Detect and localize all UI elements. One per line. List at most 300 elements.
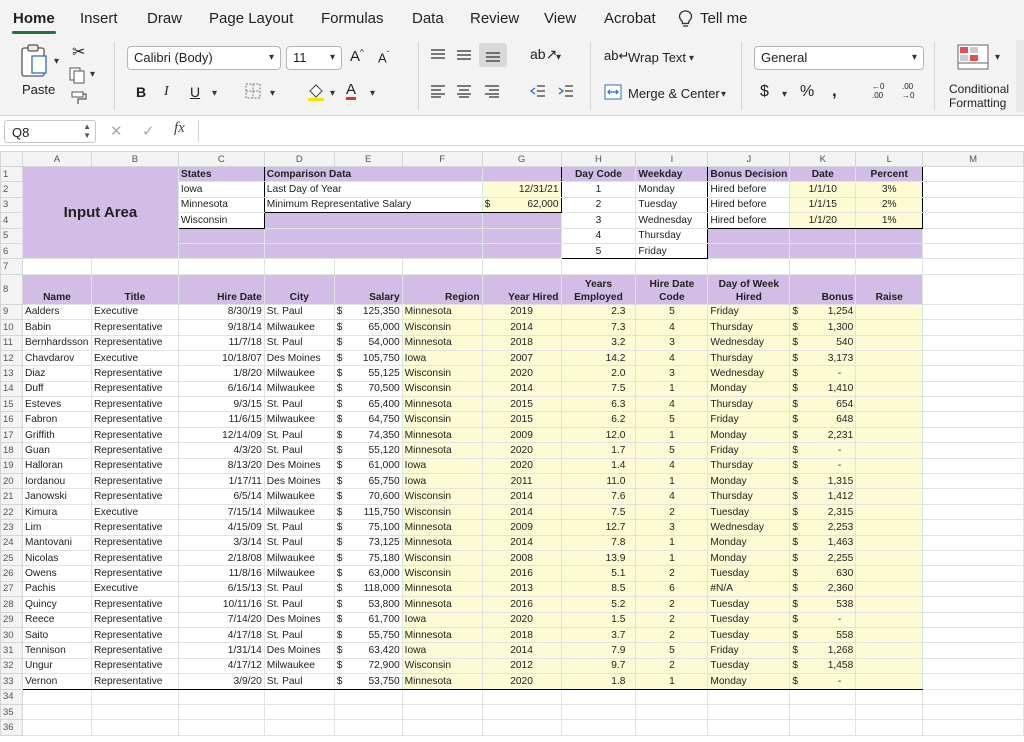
row-header[interactable]: 9 <box>1 304 23 319</box>
cell[interactable] <box>790 704 856 719</box>
row-header[interactable]: 22 <box>1 504 23 519</box>
year-hired[interactable]: 2016 <box>482 597 561 612</box>
state-item[interactable]: Iowa <box>178 182 264 197</box>
increase-indent-icon[interactable] <box>558 84 574 101</box>
cell[interactable] <box>923 304 1024 319</box>
cell[interactable] <box>923 320 1024 335</box>
comparison-value[interactable]: 12/31/21 <box>482 182 561 197</box>
employee-title[interactable]: Representative <box>91 643 178 658</box>
hire-date[interactable]: 9/18/14 <box>178 320 264 335</box>
hire-date-code[interactable]: 6 <box>636 581 708 596</box>
employee-title[interactable]: Representative <box>91 489 178 504</box>
bold-button-icon[interactable]: B <box>136 84 147 100</box>
cell[interactable] <box>923 643 1024 658</box>
column-header-g[interactable]: G <box>482 152 561 167</box>
hire-date[interactable]: 6/5/14 <box>178 489 264 504</box>
cell[interactable] <box>923 489 1024 504</box>
year-hired[interactable]: 2014 <box>482 504 561 519</box>
bonus-percent[interactable]: 2% <box>856 197 923 212</box>
year-hired[interactable]: 2014 <box>482 489 561 504</box>
hire-date-code[interactable]: 4 <box>636 397 708 412</box>
employee-name[interactable]: Kimura <box>22 504 91 519</box>
cell[interactable] <box>708 243 790 258</box>
hire-date[interactable]: 11/7/18 <box>178 335 264 350</box>
hire-date-code[interactable]: 4 <box>636 320 708 335</box>
hire-date[interactable]: 2/18/08 <box>178 550 264 565</box>
years-employed[interactable]: 1.8 <box>561 674 636 689</box>
salary[interactable] <box>334 612 402 627</box>
hire-date[interactable]: 3/9/20 <box>178 674 264 689</box>
cell[interactable] <box>923 504 1024 519</box>
hire-date-code[interactable]: 4 <box>636 458 708 473</box>
cell[interactable] <box>482 259 561 274</box>
hire-date-code[interactable]: 5 <box>636 443 708 458</box>
row-header[interactable]: 23 <box>1 520 23 535</box>
employee-name[interactable]: Nicolas <box>22 550 91 565</box>
tab-review[interactable]: Review <box>470 10 520 27</box>
underline-button-icon[interactable]: U <box>190 84 201 100</box>
day-code[interactable]: 3 <box>561 213 636 228</box>
row-header[interactable]: 6 <box>1 243 23 258</box>
raise[interactable] <box>856 489 923 504</box>
employee-title[interactable]: Representative <box>91 427 178 442</box>
day-code[interactable]: 5 <box>561 243 636 258</box>
city[interactable]: St. Paul <box>264 535 334 550</box>
raise[interactable] <box>856 335 923 350</box>
cell[interactable] <box>264 228 482 243</box>
hire-date[interactable]: 4/15/09 <box>178 520 264 535</box>
hire-date[interactable]: 3/3/14 <box>178 535 264 550</box>
employee-name[interactable]: Mantovani <box>22 535 91 550</box>
comparison-header-fill[interactable] <box>482 167 561 182</box>
cell[interactable] <box>856 243 923 258</box>
wrap-text-icon[interactable]: ab↵ <box>604 48 630 63</box>
tab-page-layout[interactable]: Page Layout <box>209 10 294 27</box>
salary[interactable] <box>334 366 402 381</box>
fill-color-dropdown-chevron-icon[interactable]: ▾ <box>330 88 336 99</box>
column-header-k[interactable]: K <box>790 152 856 167</box>
bonus[interactable] <box>790 366 856 381</box>
table-header-city[interactable] <box>264 274 334 304</box>
employee-name[interactable]: Lim <box>22 520 91 535</box>
hire-date-code[interactable]: 1 <box>636 427 708 442</box>
day-of-week-hired[interactable]: Thursday <box>708 489 790 504</box>
row-header[interactable]: 31 <box>1 643 23 658</box>
cell[interactable] <box>708 689 790 704</box>
region[interactable]: Minnesota <box>402 304 482 319</box>
raise[interactable] <box>856 304 923 319</box>
year-hired[interactable]: 2020 <box>482 674 561 689</box>
hire-date[interactable]: 8/13/20 <box>178 458 264 473</box>
cell[interactable] <box>856 704 923 719</box>
employee-title[interactable]: Representative <box>91 320 178 335</box>
comparison-label[interactable]: Minimum Representative Salary <box>264 197 482 212</box>
raise[interactable] <box>856 674 923 689</box>
years-employed[interactable]: 14.2 <box>561 350 636 365</box>
salary[interactable] <box>334 381 402 396</box>
raise[interactable] <box>856 397 923 412</box>
hire-date[interactable]: 6/15/13 <box>178 581 264 596</box>
bonus[interactable] <box>790 597 856 612</box>
region[interactable]: Minnesota <box>402 427 482 442</box>
weekday-header[interactable]: Weekday <box>636 167 708 182</box>
years-employed[interactable]: 3.7 <box>561 627 636 642</box>
bonus-date[interactable]: 1/1/15 <box>790 197 856 212</box>
employee-title[interactable]: Executive <box>91 504 178 519</box>
region[interactable]: Iowa <box>402 350 482 365</box>
year-hired[interactable]: 2020 <box>482 366 561 381</box>
column-header-j[interactable]: J <box>708 152 790 167</box>
cell[interactable] <box>923 458 1024 473</box>
cell[interactable] <box>708 259 790 274</box>
raise[interactable] <box>856 597 923 612</box>
salary[interactable] <box>334 550 402 565</box>
bonus-decision[interactable]: Hired before <box>708 182 790 197</box>
bonus[interactable] <box>790 320 856 335</box>
region[interactable]: Iowa <box>402 643 482 658</box>
region[interactable]: Iowa <box>402 612 482 627</box>
cell[interactable] <box>923 397 1024 412</box>
cell[interactable] <box>923 704 1024 719</box>
city[interactable]: Milwaukee <box>264 489 334 504</box>
cell[interactable] <box>22 720 91 735</box>
day-of-week-hired[interactable]: Friday <box>708 643 790 658</box>
raise[interactable] <box>856 427 923 442</box>
hire-date-code[interactable]: 3 <box>636 335 708 350</box>
cell[interactable] <box>178 704 264 719</box>
hire-date[interactable]: 9/3/15 <box>178 397 264 412</box>
cell[interactable] <box>264 243 482 258</box>
employee-title[interactable]: Executive <box>91 581 178 596</box>
city[interactable]: St. Paul <box>264 397 334 412</box>
salary[interactable] <box>334 658 402 673</box>
year-hired[interactable]: 2007 <box>482 350 561 365</box>
cell[interactable] <box>923 350 1024 365</box>
day-of-week-hired[interactable]: Tuesday <box>708 597 790 612</box>
region[interactable]: Wisconsin <box>402 489 482 504</box>
city[interactable]: St. Paul <box>264 674 334 689</box>
column-header-f[interactable]: F <box>402 152 482 167</box>
row-header[interactable]: 12 <box>1 350 23 365</box>
year-hired[interactable]: 2020 <box>482 458 561 473</box>
table-header-hired[interactable] <box>708 274 790 304</box>
day-of-week-hired[interactable]: Wednesday <box>708 366 790 381</box>
year-hired[interactable]: 2014 <box>482 643 561 658</box>
row-header[interactable]: 28 <box>1 597 23 612</box>
cell[interactable] <box>178 228 264 243</box>
city[interactable]: Milwaukee <box>264 381 334 396</box>
cell[interactable] <box>923 243 1024 258</box>
employee-name[interactable]: Griffith <box>22 427 91 442</box>
bonus[interactable] <box>790 474 856 489</box>
bonus[interactable] <box>790 520 856 535</box>
region[interactable]: Minnesota <box>402 535 482 550</box>
hire-date[interactable]: 4/3/20 <box>178 443 264 458</box>
cell[interactable] <box>561 689 636 704</box>
years-employed[interactable]: 7.3 <box>561 320 636 335</box>
employee-title[interactable]: Representative <box>91 627 178 642</box>
font-name-select[interactable] <box>127 46 281 70</box>
bonus[interactable] <box>790 535 856 550</box>
conditional-formatting-button[interactable] <box>949 82 1009 110</box>
row-header[interactable]: 3 <box>1 197 23 212</box>
table-header-code[interactable] <box>636 274 708 304</box>
row-header[interactable]: 34 <box>1 689 23 704</box>
region[interactable]: Wisconsin <box>402 504 482 519</box>
cell[interactable] <box>790 228 856 243</box>
column-header-h[interactable]: H <box>561 152 636 167</box>
column-header-i[interactable]: I <box>636 152 708 167</box>
cell[interactable] <box>790 689 856 704</box>
raise[interactable] <box>856 474 923 489</box>
table-header-salary[interactable] <box>334 274 402 304</box>
day-of-week-hired[interactable]: Monday <box>708 674 790 689</box>
bonus[interactable] <box>790 335 856 350</box>
raise[interactable] <box>856 627 923 642</box>
employee-title[interactable]: Representative <box>91 520 178 535</box>
hire-date[interactable]: 12/14/09 <box>178 427 264 442</box>
city[interactable]: Milwaukee <box>264 658 334 673</box>
tell-me-search[interactable]: Tell me <box>700 10 748 27</box>
confirm-entry-icon[interactable]: ✓ <box>142 123 155 140</box>
city[interactable]: Milwaukee <box>264 504 334 519</box>
bonus[interactable] <box>790 566 856 581</box>
cell[interactable] <box>264 689 334 704</box>
cell[interactable] <box>91 689 178 704</box>
city[interactable]: Milwaukee <box>264 566 334 581</box>
salary[interactable] <box>334 520 402 535</box>
cell[interactable] <box>923 182 1024 197</box>
raise[interactable] <box>856 350 923 365</box>
cell[interactable] <box>923 197 1024 212</box>
region[interactable]: Wisconsin <box>402 550 482 565</box>
region[interactable]: Wisconsin <box>402 366 482 381</box>
cell[interactable] <box>636 704 708 719</box>
employee-title[interactable]: Representative <box>91 535 178 550</box>
row-header[interactable]: 16 <box>1 412 23 427</box>
weekday[interactable]: Monday <box>636 182 708 197</box>
cancel-entry-icon[interactable]: ✕ <box>110 123 123 140</box>
table-header-name[interactable] <box>22 274 91 304</box>
employee-name[interactable]: Esteves <box>22 397 91 412</box>
format-painter-icon[interactable] <box>70 90 88 109</box>
currency-dropdown-chevron-icon[interactable]: ▾ <box>782 89 788 100</box>
weekday[interactable]: Thursday <box>636 228 708 243</box>
city[interactable]: St. Paul <box>264 427 334 442</box>
conditional-formatting-dropdown-chevron-icon[interactable]: ▾ <box>995 52 1001 63</box>
bonus-decision[interactable]: Hired before <box>708 213 790 228</box>
employee-name[interactable]: Fabron <box>22 412 91 427</box>
raise[interactable] <box>856 643 923 658</box>
salary[interactable] <box>334 320 402 335</box>
row-header[interactable]: 25 <box>1 550 23 565</box>
cell[interactable] <box>923 597 1024 612</box>
years-employed[interactable]: 1.4 <box>561 458 636 473</box>
employee-name[interactable]: Chavdarov <box>22 350 91 365</box>
tab-data[interactable]: Data <box>412 10 444 27</box>
row-header[interactable]: 35 <box>1 704 23 719</box>
employee-title[interactable]: Representative <box>91 412 178 427</box>
row-header[interactable]: 5 <box>1 228 23 243</box>
day-of-week-hired[interactable]: Thursday <box>708 397 790 412</box>
hire-date-code[interactable]: 3 <box>636 366 708 381</box>
day-of-week-hired[interactable]: Monday <box>708 381 790 396</box>
day-of-week-hired[interactable]: Monday <box>708 535 790 550</box>
region[interactable]: Minnesota <box>402 674 482 689</box>
row-header[interactable]: 24 <box>1 535 23 550</box>
cell[interactable] <box>22 689 91 704</box>
table-header-bonus[interactable] <box>790 274 856 304</box>
year-hired[interactable]: 2014 <box>482 320 561 335</box>
city[interactable]: Des Moines <box>264 350 334 365</box>
cell[interactable] <box>856 689 923 704</box>
hire-date[interactable]: 7/15/14 <box>178 504 264 519</box>
row-header[interactable]: 8 <box>1 274 23 304</box>
states-header[interactable]: States <box>178 167 264 182</box>
italic-button-icon[interactable]: I <box>164 84 169 99</box>
day-code[interactable]: 2 <box>561 197 636 212</box>
years-employed[interactable]: 7.6 <box>561 489 636 504</box>
employee-title[interactable]: Representative <box>91 612 178 627</box>
spreadsheet-grid[interactable] <box>0 151 1024 736</box>
employee-name[interactable]: Diaz <box>22 366 91 381</box>
orientation-icon[interactable]: ab↗ <box>530 46 558 62</box>
raise[interactable] <box>856 581 923 596</box>
employee-name[interactable]: Halloran <box>22 458 91 473</box>
cell[interactable] <box>334 704 402 719</box>
salary[interactable] <box>334 674 402 689</box>
city[interactable]: St. Paul <box>264 443 334 458</box>
cell[interactable] <box>923 520 1024 535</box>
employee-name[interactable]: Iordanou <box>22 474 91 489</box>
column-header-b[interactable]: B <box>91 152 178 167</box>
cut-icon[interactable]: ✂ <box>72 44 86 61</box>
merge-dropdown-chevron-icon[interactable]: ▾ <box>721 89 727 100</box>
region[interactable]: Wisconsin <box>402 381 482 396</box>
cell[interactable] <box>856 228 923 243</box>
row-header[interactable]: 18 <box>1 443 23 458</box>
years-employed[interactable]: 7.8 <box>561 535 636 550</box>
hire-date-code[interactable]: 1 <box>636 674 708 689</box>
worksheet-table[interactable] <box>0 151 1024 736</box>
row-header[interactable]: 36 <box>1 720 23 735</box>
bonus[interactable] <box>790 443 856 458</box>
years-employed[interactable]: 12.7 <box>561 520 636 535</box>
salary[interactable] <box>334 427 402 442</box>
day-of-week-hired[interactable]: Monday <box>708 550 790 565</box>
salary[interactable] <box>334 643 402 658</box>
year-hired[interactable]: 2015 <box>482 397 561 412</box>
bonus[interactable] <box>790 489 856 504</box>
decrease-decimal-icon[interactable]: .00 →0 <box>902 82 915 100</box>
raise[interactable] <box>856 520 923 535</box>
employee-name[interactable]: Quincy <box>22 597 91 612</box>
bonus[interactable] <box>790 550 856 565</box>
state-item[interactable]: Minnesota <box>178 197 264 212</box>
day-of-week-hired[interactable]: Thursday <box>708 458 790 473</box>
year-hired[interactable]: 2011 <box>482 474 561 489</box>
employee-name[interactable]: Pachis <box>22 581 91 596</box>
years-employed[interactable]: 12.0 <box>561 427 636 442</box>
year-hired[interactable]: 2008 <box>482 550 561 565</box>
years-employed[interactable]: 9.7 <box>561 658 636 673</box>
cell[interactable] <box>482 228 561 243</box>
table-header-raise[interactable] <box>856 274 923 304</box>
hire-date-code[interactable]: 1 <box>636 474 708 489</box>
cell[interactable] <box>178 243 264 258</box>
cell[interactable] <box>923 213 1024 228</box>
year-hired[interactable]: 2018 <box>482 335 561 350</box>
cell[interactable] <box>482 720 561 735</box>
region[interactable]: Wisconsin <box>402 412 482 427</box>
underline-dropdown-chevron-icon[interactable]: ▾ <box>212 88 218 99</box>
salary[interactable] <box>334 504 402 519</box>
years-employed[interactable]: 6.3 <box>561 397 636 412</box>
employee-title[interactable]: Representative <box>91 381 178 396</box>
salary[interactable] <box>334 474 402 489</box>
table-header-year-hired[interactable] <box>482 274 561 304</box>
year-hired[interactable]: 2020 <box>482 612 561 627</box>
city[interactable]: St. Paul <box>264 581 334 596</box>
years-employed[interactable]: 7.5 <box>561 381 636 396</box>
employee-title[interactable]: Representative <box>91 658 178 673</box>
cell[interactable] <box>923 612 1024 627</box>
day-of-week-hired[interactable]: Tuesday <box>708 612 790 627</box>
day-of-week-hired[interactable]: Wednesday <box>708 335 790 350</box>
hire-date[interactable]: 1/17/11 <box>178 474 264 489</box>
employee-name[interactable]: Aalders <box>22 304 91 319</box>
day-of-week-hired[interactable]: Tuesday <box>708 658 790 673</box>
cell[interactable] <box>22 259 91 274</box>
cell[interactable] <box>923 627 1024 642</box>
column-header-a[interactable]: A <box>22 152 91 167</box>
cell[interactable] <box>482 243 561 258</box>
row-header[interactable]: 26 <box>1 566 23 581</box>
years-employed[interactable]: 7.5 <box>561 504 636 519</box>
cell[interactable] <box>708 704 790 719</box>
region[interactable]: Minnesota <box>402 597 482 612</box>
salary[interactable] <box>334 489 402 504</box>
cell[interactable] <box>923 274 1024 304</box>
employee-title[interactable]: Representative <box>91 397 178 412</box>
hire-date[interactable]: 4/17/12 <box>178 658 264 673</box>
employee-title[interactable]: Representative <box>91 566 178 581</box>
cell[interactable] <box>923 674 1024 689</box>
row-header[interactable]: 10 <box>1 320 23 335</box>
day-code[interactable]: 4 <box>561 228 636 243</box>
salary[interactable] <box>334 412 402 427</box>
salary[interactable] <box>334 443 402 458</box>
merge-center-button[interactable]: Merge & Center <box>628 86 720 101</box>
cell[interactable] <box>923 259 1024 274</box>
row-header[interactable]: 11 <box>1 335 23 350</box>
cell[interactable] <box>856 720 923 735</box>
cell[interactable] <box>923 167 1024 182</box>
employee-title[interactable]: Representative <box>91 550 178 565</box>
years-employed[interactable]: 2.0 <box>561 366 636 381</box>
font-size-select[interactable] <box>286 46 342 70</box>
hire-date[interactable]: 10/18/07 <box>178 350 264 365</box>
hire-date[interactable]: 8/30/19 <box>178 304 264 319</box>
year-hired[interactable]: 2012 <box>482 658 561 673</box>
row-header[interactable]: 21 <box>1 489 23 504</box>
cell[interactable] <box>561 720 636 735</box>
hire-date[interactable]: 4/17/18 <box>178 627 264 642</box>
percent-style-icon[interactable]: % <box>800 83 815 100</box>
conditional-formatting-icon[interactable] <box>957 44 989 73</box>
cell[interactable] <box>482 689 561 704</box>
decrease-indent-icon[interactable] <box>530 84 546 101</box>
